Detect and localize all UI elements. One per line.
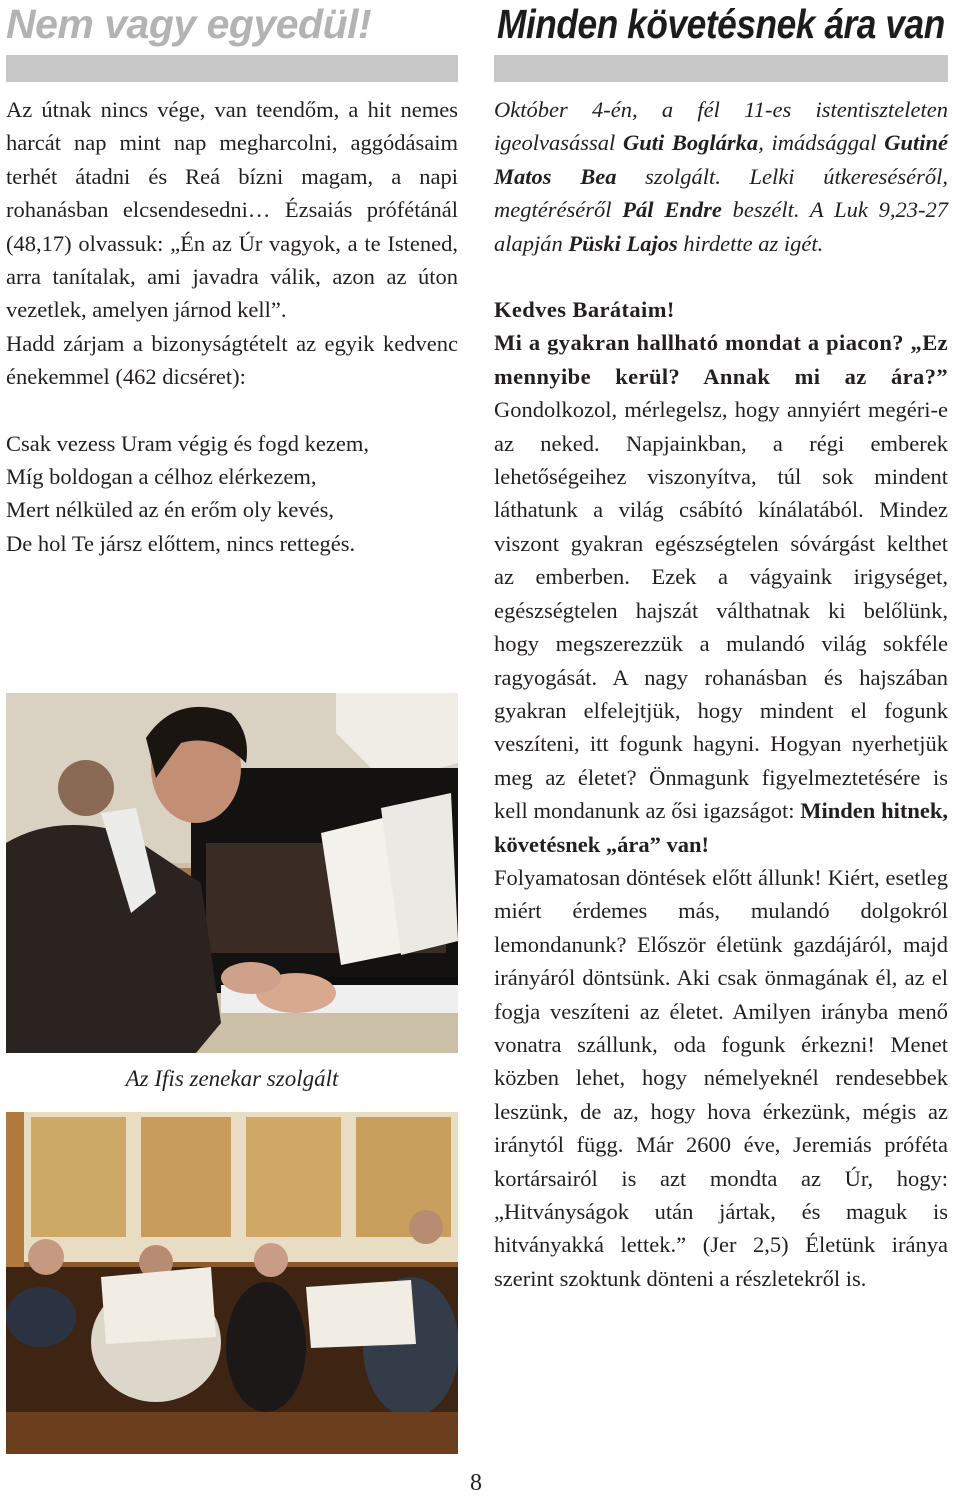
left-paragraph-2: Hadd zárjam a bizonyságtételt az egyik kedvenc énekemmel (462 dicséret): — [6, 330, 458, 390]
youth-band-photo — [6, 1112, 458, 1454]
left-article-body — [6, 93, 458, 560]
hymn-line: De hol Te jársz előttem, nincs rettegés. — [6, 530, 356, 556]
paragraph-spacer — [6, 394, 458, 427]
left-paragraph-1: Az útnak nincs vége, van teendőm, a hit nemes harcát nap mint nap megharcolni, aggódásaim terhét átadni és Reá bízni magam, a napi rohanásban elcsendesedni… Ézsaiás prófétánál (48,17) olvassuk: „Én az Úr vagyok, a te Istened, arra tanítalak, ami javadra válik, azon az úton vezetlek, amelyen járnod kell”. — [6, 97, 458, 323]
left-title-underline-bar — [6, 55, 458, 82]
right-paragraph-2: Folyamatosan döntések előtt állunk! Kiért, esetleg miért érdemes más, mulandó dolgokról lemondanunk? Először életünk gazdájáról, majd irányáról döntsünk. Aki csak önmagának él, az el fogja veszíteni az életet. Amilyen irányba menő vonatra szállunk, oda fogunk érkezni! Menet közben lehet, hogy némelyeknél rendesebbek leszünk, de az, hogy hova érkezünk, mégis az iránytól függ. Már 2600 éve, Jeremiás próféta kortársairól is azt mondta az Úr, hogy: „Hitványságok után jártak, és maguk is hitványakká lettek.” (Jer 2,5) Életünk iránya szerint szoktunk dönteni a részletekről is. — [494, 864, 948, 1291]
right-title-underline-bar — [494, 55, 948, 82]
photo-caption: Az Ifis zenekar szolgált — [125, 1066, 339, 1091]
intro-text: szolgált. Lelki útkereséséről, megtéréséről — [494, 163, 948, 223]
right-article-body — [494, 93, 948, 1295]
page-number: 8 — [470, 1470, 482, 1496]
person-name: Pál Endre — [622, 197, 722, 223]
right-paragraph-1 — [494, 326, 948, 861]
intro-text: beszélt. A Luk 9,23-27 alapján — [494, 197, 948, 256]
greeting: Kedves Barátaim! — [494, 297, 675, 323]
hymn-verse — [6, 427, 458, 561]
hymn-line: Míg boldogan a célhoz elérkezem, — [6, 464, 317, 490]
paragraph-spacer — [494, 260, 948, 293]
intro-text: , imádsággal — [758, 130, 885, 156]
service-intro-paragraph — [494, 93, 948, 260]
intro-text: Október 4-én, a fél 11-es istentiszteleten igeolvasással — [494, 97, 948, 156]
person-name: Püski Lajos — [568, 230, 678, 256]
left-article-title: Nem vagy egyedül! — [6, 1, 372, 47]
right-article-title: Minden követésnek ára van — [497, 1, 945, 47]
hymn-line: Csak vezess Uram végig és fogd kezem, — [6, 430, 370, 456]
hymn-line: Mert nélküled az én erőm oly kevés, — [6, 497, 335, 523]
person-name: Guti Boglárka — [622, 130, 759, 156]
piano-player-photo — [6, 693, 458, 1053]
person-name: Gutiné Matos Bea — [494, 130, 948, 189]
key-statement: Minden hitnek, követésnek „ára” van! — [494, 798, 948, 857]
intro-text: hirdette az igét. — [677, 230, 824, 256]
body-text: Gondolkozol, mérlegelsz, hogy annyiért megéri-e az neked. Napjainkban, a régi emberek lehetőségeihez viszonyítva, túl sok mindent láthatunk a világ csábító kínálatából. Mindez viszont gyakran egészségtelen sóvárgást kelthet az emberben. Ezek a vágyaink irigységet, egészségtelen hajszát válthatnak ki belőlünk, hogy megszerezzük a mulandó világ sokféle ragyogását. A nagy rohanásban és hajszában gyakran elfelejtjük, hogy mindent el fogunk veszíteni, itt fogunk hagyni. Hogyan nyerhetjük meg az életet? Önmagunk figyelmeztetésére is kell mondanunk az ősi igazságot: — [494, 397, 948, 824]
question-bold-text: Mi a gyakran hallható mondat a piacon? „Ez mennyibe kerül? Annak mi az ára?” — [494, 330, 948, 389]
